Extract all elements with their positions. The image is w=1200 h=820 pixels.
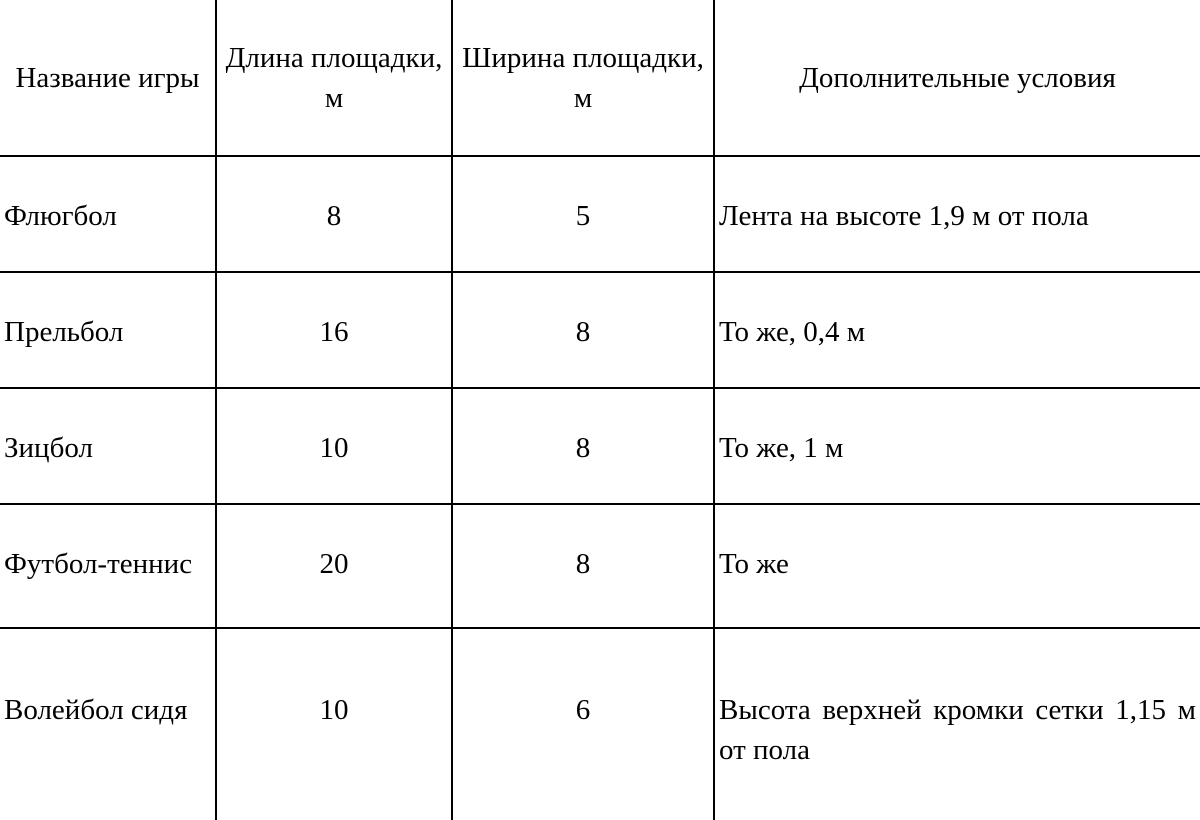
game-name-cell: Зицбол bbox=[0, 388, 216, 504]
conditions-cell: Высота верхней кромки сетки 1,15 м от пола bbox=[714, 628, 1200, 820]
court-length-cell: 8 bbox=[216, 156, 452, 272]
court-length-cell: 20 bbox=[216, 504, 452, 628]
conditions-cell: То же bbox=[714, 504, 1200, 628]
header-court-length: Длина площадки, м bbox=[216, 0, 452, 156]
conditions-cell: То же, 0,4 м bbox=[714, 272, 1200, 388]
court-width-cell: 8 bbox=[452, 272, 714, 388]
court-length-cell: 10 bbox=[216, 388, 452, 504]
court-width-cell: 5 bbox=[452, 156, 714, 272]
header-game-name: Название игры bbox=[0, 0, 216, 156]
game-name-cell: Волейбол сидя bbox=[0, 628, 216, 820]
game-name-cell: Флюгбол bbox=[0, 156, 216, 272]
header-additional-conditions: Дополнительные условия bbox=[714, 0, 1200, 156]
court-length-cell: 16 bbox=[216, 272, 452, 388]
table-row bbox=[0, 388, 1200, 504]
table-header-row bbox=[0, 0, 1200, 156]
court-length-cell: 10 bbox=[216, 628, 452, 820]
header-court-width: Ширина площадки, м bbox=[452, 0, 714, 156]
table-row bbox=[0, 272, 1200, 388]
table-row bbox=[0, 628, 1200, 820]
table-row bbox=[0, 504, 1200, 628]
court-width-cell: 8 bbox=[452, 388, 714, 504]
conditions-cell: Лента на высоте 1,9 м от пола bbox=[714, 156, 1200, 272]
conditions-cell: То же, 1 м bbox=[714, 388, 1200, 504]
court-width-cell: 6 bbox=[452, 628, 714, 820]
game-name-cell: Прельбол bbox=[0, 272, 216, 388]
court-width-cell: 8 bbox=[452, 504, 714, 628]
game-name-cell: Футбол-теннис bbox=[0, 504, 216, 628]
table-row bbox=[0, 156, 1200, 272]
